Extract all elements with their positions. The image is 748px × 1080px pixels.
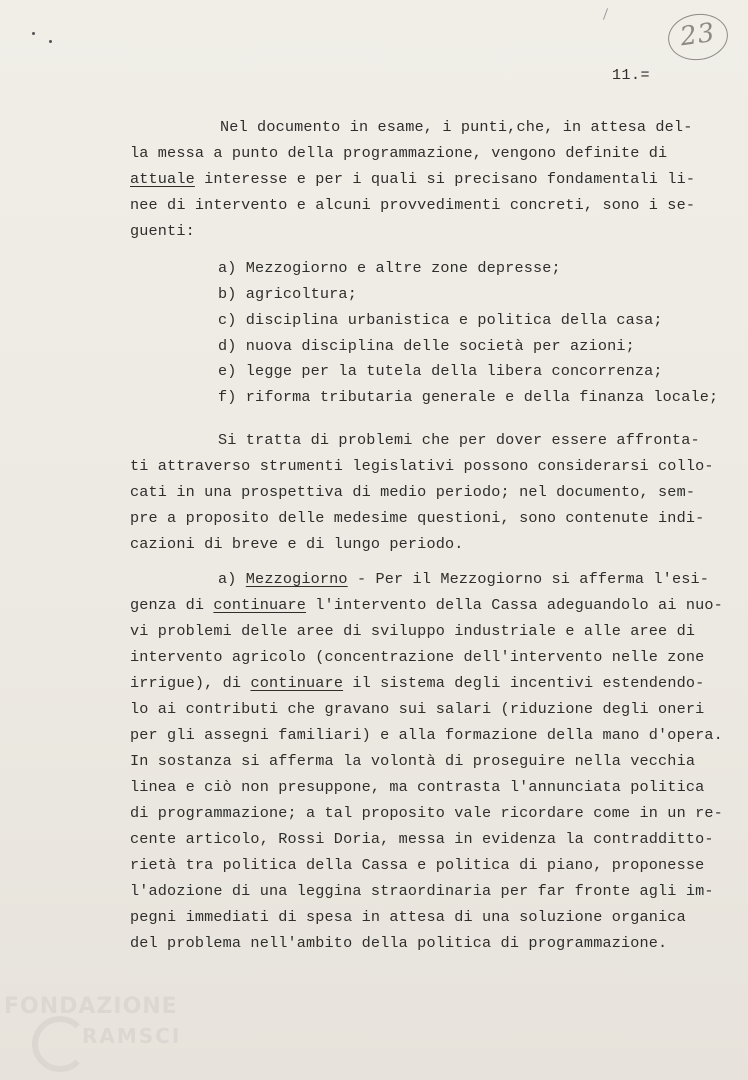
intro-line-2: la messa a punto della programmazione, vengono definite di xyxy=(130,144,668,162)
intro-line-1: Nel documento in esame, i punti,che, in attesa del- xyxy=(220,118,693,136)
third-line-2-rest: l'intervento della Cassa adeguandolo ai nuo- xyxy=(306,596,723,614)
third-line-1-prefix: a) xyxy=(218,570,246,588)
watermark-line-2: RAMSCI xyxy=(82,1024,182,1048)
third-line-6: lo ai contributi che gravano sui salari (riduzione degli oneri xyxy=(130,700,705,718)
third-line-2-prefix: genza di xyxy=(130,596,214,614)
archive-folio-stamp xyxy=(665,10,731,64)
underlined-word-attuale: attuale xyxy=(130,170,195,188)
speck xyxy=(49,40,52,43)
speck xyxy=(32,32,35,35)
third-line-11: cente articolo, Rossi Doria, messa in evidenza la contradditto- xyxy=(130,830,714,848)
list-item: e) legge per la tutela della libera concorrenza; xyxy=(218,362,663,380)
third-line-12: rietà tra politica della Cassa e politica di piano, proponesse xyxy=(130,856,705,874)
third-line-9: linea e ciò non presuppone, ma contrasta l'annunciata politica xyxy=(130,778,705,796)
page-number: 11.= xyxy=(612,67,651,84)
list-item: b) agricoltura; xyxy=(218,285,357,303)
watermark-line-1: FONDAZIONE xyxy=(4,994,178,1019)
second-line-3: cati in una prospettiva di medio periodo; nel documento, sem- xyxy=(130,483,696,501)
third-line-1-rest: - Per il Mezzogiorno si afferma l'esi- xyxy=(347,570,709,588)
intro-line-5: guenti: xyxy=(130,222,195,240)
third-line-14: pegni immediati di spesa in attesa di una soluzione organica xyxy=(130,908,686,926)
second-line-5: cazioni di breve e di lungo periodo. xyxy=(130,535,464,553)
third-line-8: In sostanza si afferma la volontà di proseguire nella vecchia xyxy=(130,752,696,770)
third-line-1 xyxy=(218,570,709,588)
underlined-word-continuare: continuare xyxy=(213,596,307,614)
third-line-5-rest: il sistema degli incentivi estendendo- xyxy=(343,674,705,692)
watermark-g-logo-icon xyxy=(32,1016,88,1072)
third-line-2 xyxy=(130,596,723,614)
third-line-13: l'adozione di una leggina straordinaria per far fronte agli im- xyxy=(130,882,714,900)
third-line-3: vi problemi delle aree di sviluppo industriale e alle aree di xyxy=(130,622,696,640)
list-item: f) riforma tributaria generale e della finanza locale; xyxy=(218,388,719,406)
second-line-2: ti attraverso strumenti legislativi possono considerarsi collo- xyxy=(130,457,714,475)
intro-line-4: nee di intervento e alcuni provvedimenti concreti, sono i se- xyxy=(130,196,696,214)
third-line-4: intervento agricolo (concentrazione dell'intervento nelle zone xyxy=(130,648,705,666)
third-line-5 xyxy=(130,674,704,692)
third-line-15: del problema nell'ambito della politica di programmazione. xyxy=(130,934,668,952)
third-line-5-prefix: irrigue), di xyxy=(130,674,251,692)
underlined-word-continuare: continuare xyxy=(250,674,344,692)
third-line-7: per gli assegni familiari) e alla formazione della mano d'opera. xyxy=(130,726,723,744)
list-item: d) nuova disciplina delle società per azioni; xyxy=(218,337,635,355)
fondazione-gramsci-watermark xyxy=(4,994,182,1074)
list-item: c) disciplina urbanistica e politica della casa; xyxy=(218,311,663,329)
second-line-1: Si tratta di problemi che per dover essere affronta- xyxy=(218,431,700,449)
intro-line-3 xyxy=(130,170,695,188)
third-line-10: di programmazione; a tal proposito vale ricordare come in un re- xyxy=(130,804,723,822)
pencil-tick-mark xyxy=(603,8,608,20)
underlined-word-mezzogiorno: Mezzogiorno xyxy=(245,570,348,588)
archive-folio-number: 23 xyxy=(678,17,718,53)
list-item: a) Mezzogiorno e altre zone depresse; xyxy=(218,259,561,277)
intro-line-3-rest: interesse e per i quali si precisano fondamentali li- xyxy=(194,170,696,188)
second-line-4: pre a proposito delle medesime questioni, sono contenute indi- xyxy=(130,509,705,527)
